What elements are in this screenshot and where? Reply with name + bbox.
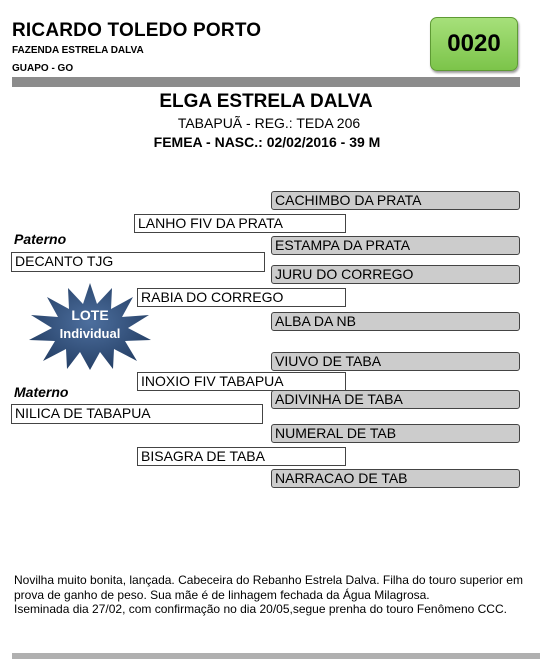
animal-name: ELGA ESTRELA DALVA [159,91,373,112]
great-grandparent-1: CACHIMBO DA PRATA [271,191,520,210]
maternal-label: Materno [14,384,69,400]
lot-number-badge: 0020 [430,17,518,71]
badge-line-1: LOTE [71,307,109,323]
maternal-granddam: BISAGRA DE TABA [137,447,346,466]
maternal-grandsire: INOXIO FIV TABAPUA [137,372,346,391]
great-grandparent-5: VIUVO DE TABA [271,352,520,371]
great-grandparent-7: NUMERAL DE TAB [271,424,520,443]
animal-breed-registration: TABAPUÃ - REG.: TEDA 206 [177,115,361,131]
great-grandparent-3: JURU DO CORREGO [271,265,520,284]
paternal-granddam: RABIA DO CORREGO [137,288,346,307]
great-grandparent-6: ADIVINHA DE TABA [271,390,520,409]
great-grandparent-8: NARRACAO DE TAB [271,469,520,488]
paternal-grandsire: LANHO FIV DA PRATA [134,214,346,233]
animal-sex-birth: FEMEA - NASC.: 02/02/2016 - 39 M [153,134,381,150]
footer-divider [12,653,540,659]
animal-notes [14,573,524,617]
notes-paragraph-1: Novilha muito bonita, lançada. Cabeceira do Rebanho Estrela Dalva. Filha do touro superior em prova de ganho de peso. Sua mãe é de linhagem fechada da Água Milagrosa. [14,573,523,602]
paternal-label: Paterno [14,231,67,247]
farm-name: FAZENDA ESTRELA DALVA [12,45,144,56]
sire-name: DECANTO TJG [11,252,265,272]
notes-paragraph-2: Iseminada dia 27/02, com confirmação no dia 20/05,segue prenha do touro Fenômeno CCC. [14,602,507,616]
farm-location: GUAPO - GO [12,63,74,74]
great-grandparent-2: ESTAMPA DA PRATA [271,236,520,255]
great-grandparent-4: ALBA DA NB [271,312,520,331]
badge-line-2: Individual [59,326,121,341]
lote-individual-badge [27,282,153,370]
dam-name: NILICA DE TABAPUA [11,404,263,424]
owner-name: RICARDO TOLEDO PORTO [12,20,262,41]
header-divider [12,77,520,87]
